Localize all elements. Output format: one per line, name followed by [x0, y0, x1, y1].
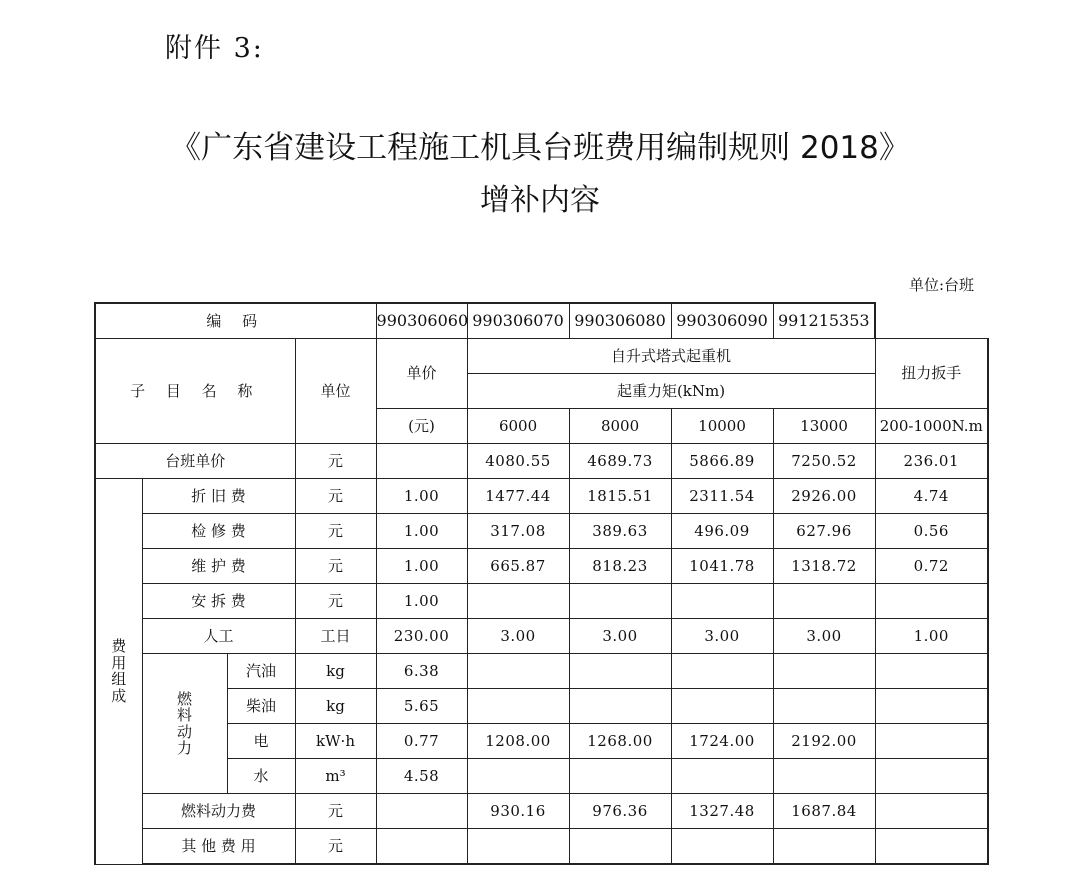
code-cell: 991215353: [773, 303, 875, 339]
value-cell: 1318.72: [773, 549, 875, 584]
code-cell: 990306070: [467, 303, 569, 339]
shift-price-empty: [376, 444, 467, 479]
spec-cell: 200-1000N.m: [875, 409, 988, 444]
value-cell: 930.16: [467, 794, 569, 829]
value-cell: [875, 689, 988, 724]
value-cell: 4.74: [875, 479, 988, 514]
value-cell: 4080.55: [467, 444, 569, 479]
value-cell: 976.36: [569, 794, 671, 829]
row-label: 柴油: [227, 689, 295, 724]
fuel-group-char: 动: [176, 722, 192, 741]
row-price: 1.00: [376, 514, 467, 549]
code-cell: 990306080: [569, 303, 671, 339]
machine-group-header: 自升式塔式起重机: [467, 339, 875, 374]
value-cell: [569, 654, 671, 689]
value-cell: 1687.84: [773, 794, 875, 829]
value-cell: 1327.48: [671, 794, 773, 829]
value-cell: 2192.00: [773, 724, 875, 759]
value-cell: 0.72: [875, 549, 988, 584]
value-cell: 389.63: [569, 514, 671, 549]
value-cell: [467, 689, 569, 724]
value-cell: [773, 584, 875, 619]
value-cell: [875, 654, 988, 689]
row-label: 电: [227, 724, 295, 759]
cost-group-char: 费: [111, 637, 127, 656]
value-cell: [671, 829, 773, 865]
row-price: 4.58: [376, 759, 467, 794]
row-price: 1.00: [376, 479, 467, 514]
shift-price-row: [95, 444, 988, 479]
fuel-group-char: 燃: [176, 689, 192, 708]
spec-cell: 10000: [671, 409, 773, 444]
row-price: 1.00: [376, 584, 467, 619]
table-row: [95, 689, 988, 724]
code-cell: 990306060: [376, 303, 467, 339]
row-label: 水: [227, 759, 295, 794]
value-cell: [671, 689, 773, 724]
value-cell: 665.87: [467, 549, 569, 584]
row-unit: kg: [295, 689, 376, 724]
header-row-1: [95, 339, 988, 374]
row-label: 人工: [142, 619, 295, 654]
table-row: [95, 654, 988, 689]
table-row: [95, 479, 988, 514]
cost-group-char: 用: [111, 653, 127, 672]
value-cell: 1041.78: [671, 549, 773, 584]
row-label: 检 修 费: [142, 514, 295, 549]
row-label: 安 拆 费: [142, 584, 295, 619]
cost-group-char: 组: [111, 670, 127, 689]
shift-price-unit: 元: [295, 444, 376, 479]
value-cell: [467, 759, 569, 794]
code-row: [95, 303, 988, 339]
cost-group-char: 成: [111, 686, 127, 705]
fuel-group-char: 力: [176, 739, 192, 757]
row-unit: 元: [295, 549, 376, 584]
fuel-group-label: [142, 654, 227, 794]
row-price: 230.00: [376, 619, 467, 654]
price-unit-header: (元): [376, 409, 467, 444]
attachment-label: 附件 3:: [165, 33, 264, 64]
table-row: [95, 724, 988, 759]
value-cell: 1724.00: [671, 724, 773, 759]
value-cell: 3.00: [773, 619, 875, 654]
value-cell: 3.00: [467, 619, 569, 654]
row-unit: 元: [295, 794, 376, 829]
value-cell: [773, 689, 875, 724]
value-cell: 2311.54: [671, 479, 773, 514]
row-unit: kW·h: [295, 724, 376, 759]
value-cell: 7250.52: [773, 444, 875, 479]
value-cell: 317.08: [467, 514, 569, 549]
item-name-header: 子 目 名 称: [95, 339, 295, 444]
row-unit: 元: [295, 829, 376, 865]
value-cell: [569, 584, 671, 619]
value-cell: [569, 689, 671, 724]
table-row: [95, 794, 988, 829]
value-cell: [875, 829, 988, 865]
table-row: [95, 829, 988, 865]
price-header: 单价: [376, 339, 467, 409]
table-row: [95, 549, 988, 584]
value-cell: [671, 759, 773, 794]
row-price: 5.65: [376, 689, 467, 724]
shift-price-label: 台班单价: [95, 444, 295, 479]
spec-cell: 8000: [569, 409, 671, 444]
document-title: 《广东省建设工程施工机具台班费用编制规则 2018》: [170, 130, 910, 166]
row-unit: 元: [295, 584, 376, 619]
wrench-group-header: 扭力扳手: [875, 339, 988, 409]
row-unit: m³: [295, 759, 376, 794]
table-row: [95, 759, 988, 794]
value-cell: [875, 724, 988, 759]
value-cell: [569, 829, 671, 865]
row-price: 6.38: [376, 654, 467, 689]
row-price: 1.00: [376, 549, 467, 584]
row-unit: kg: [295, 654, 376, 689]
value-cell: 5866.89: [671, 444, 773, 479]
code-cell: 990306090: [671, 303, 773, 339]
value-cell: [875, 794, 988, 829]
row-label: 折 旧 费: [142, 479, 295, 514]
unit-header: 单位: [295, 339, 376, 444]
value-cell: 3.00: [569, 619, 671, 654]
spec-cell: 6000: [467, 409, 569, 444]
value-cell: 1477.44: [467, 479, 569, 514]
row-label: 燃料动力费: [142, 794, 295, 829]
fuel-group-char: 料: [176, 706, 192, 724]
unit-note: 单位:台班: [908, 276, 974, 294]
value-cell: 3.00: [671, 619, 773, 654]
row-label: 汽油: [227, 654, 295, 689]
document-subtitle: 增补内容: [480, 183, 600, 218]
spec-cell: 13000: [773, 409, 875, 444]
value-cell: 4689.73: [569, 444, 671, 479]
row-label: 维 护 费: [142, 549, 295, 584]
value-cell: [467, 829, 569, 865]
row-price: [376, 794, 467, 829]
value-cell: [773, 759, 875, 794]
value-cell: [467, 654, 569, 689]
value-cell: 1815.51: [569, 479, 671, 514]
value-cell: 1208.00: [467, 724, 569, 759]
value-cell: [467, 584, 569, 619]
code-label: 编 码: [95, 303, 376, 339]
table-row: [95, 619, 988, 654]
table-row: [95, 584, 988, 619]
value-cell: 627.96: [773, 514, 875, 549]
value-cell: 2926.00: [773, 479, 875, 514]
value-cell: [671, 584, 773, 619]
row-unit: 元: [295, 479, 376, 514]
value-cell: [671, 654, 773, 689]
row-price: [376, 829, 467, 865]
cost-group-label: [95, 479, 142, 865]
value-cell: 0.56: [875, 514, 988, 549]
machine-param-header: 起重力矩(kNm): [467, 374, 875, 409]
value-cell: 1.00: [875, 619, 988, 654]
value-cell: 496.09: [671, 514, 773, 549]
value-cell: 236.01: [875, 444, 988, 479]
value-cell: [875, 759, 988, 794]
row-unit: 工日: [295, 619, 376, 654]
value-cell: [569, 759, 671, 794]
value-cell: 818.23: [569, 549, 671, 584]
value-cell: [875, 584, 988, 619]
machine-shift-cost-table: [94, 302, 989, 865]
row-label: 其 他 费 用: [142, 829, 295, 865]
table-row: [95, 514, 988, 549]
row-price: 0.77: [376, 724, 467, 759]
value-cell: [773, 829, 875, 865]
value-cell: 1268.00: [569, 724, 671, 759]
row-unit: 元: [295, 514, 376, 549]
value-cell: [773, 654, 875, 689]
